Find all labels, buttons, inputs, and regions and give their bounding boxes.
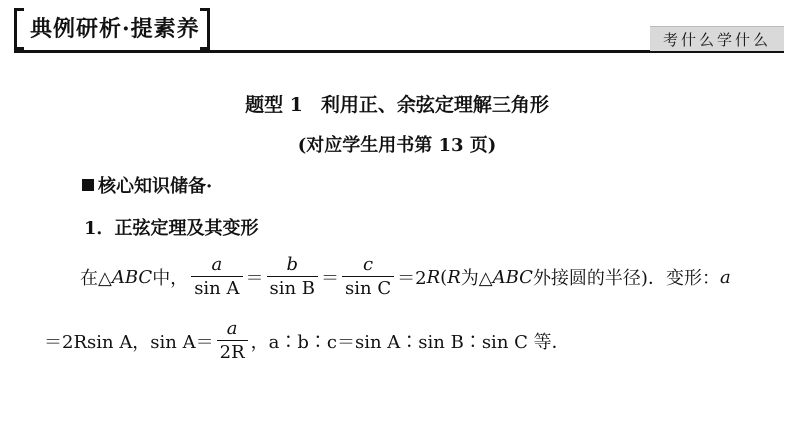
fraction-numerator: c bbox=[363, 253, 374, 275]
text-segment: ，a∶b∶c＝sin A∶sin B∶sin C 等． bbox=[250, 332, 570, 353]
section-heading bbox=[82, 172, 212, 198]
text-segment: R bbox=[447, 266, 461, 288]
text-segment: ABC bbox=[492, 266, 533, 288]
fraction-numerator: a bbox=[226, 317, 238, 339]
fraction-a-over-sinA bbox=[191, 254, 242, 301]
item-heading: 1．正弦定理及其变形 bbox=[84, 218, 259, 239]
formula-line-1 bbox=[80, 250, 731, 304]
fraction-denominator: sin C bbox=[342, 276, 394, 301]
topic-name: 利用正、余弦定理解三角形 bbox=[320, 94, 549, 116]
header-tag: 考什么学什么 bbox=[650, 26, 784, 51]
left-bracket bbox=[14, 8, 24, 50]
fraction-a-over-2R bbox=[217, 318, 248, 365]
text-segment: ＝ bbox=[321, 268, 340, 289]
fraction-denominator: 2R bbox=[217, 340, 248, 365]
text-segment: R bbox=[426, 266, 441, 288]
text-segment: 中， bbox=[152, 268, 189, 289]
fraction-numerator: a bbox=[211, 253, 223, 275]
section-header bbox=[14, 8, 200, 46]
text-segment: ABC bbox=[111, 266, 153, 288]
right-bracket bbox=[200, 8, 210, 50]
fraction-denominator: sin B bbox=[267, 276, 319, 301]
text-segment: a bbox=[719, 266, 731, 288]
fraction-numerator: b bbox=[286, 253, 299, 275]
fraction-b-over-sinB bbox=[267, 254, 319, 301]
formula-line-2 bbox=[44, 314, 570, 368]
section-heading-text: 核心知识储备· bbox=[98, 176, 213, 197]
square-bullet-icon bbox=[82, 179, 94, 191]
topic-label: 题型 1 bbox=[245, 94, 303, 116]
text-segment: 外接圆的半径)．变形： bbox=[532, 268, 720, 289]
fraction-denominator: sin A bbox=[191, 276, 242, 301]
text-segment: ( bbox=[440, 266, 448, 288]
text-segment: ＝ bbox=[245, 268, 264, 289]
text-segment: 在△ bbox=[80, 268, 112, 289]
text-segment: 为△ bbox=[460, 268, 493, 289]
text-segment: ＝2 bbox=[397, 268, 427, 289]
header-title: 典例研析·提素养 bbox=[30, 15, 200, 42]
text-segment: ＝2Rsin A，sin A＝ bbox=[44, 332, 214, 353]
topic-title bbox=[0, 90, 794, 117]
fraction-c-over-sinC bbox=[342, 254, 394, 301]
topic-subtitle: (对应学生用书第 13 页) bbox=[297, 135, 497, 156]
